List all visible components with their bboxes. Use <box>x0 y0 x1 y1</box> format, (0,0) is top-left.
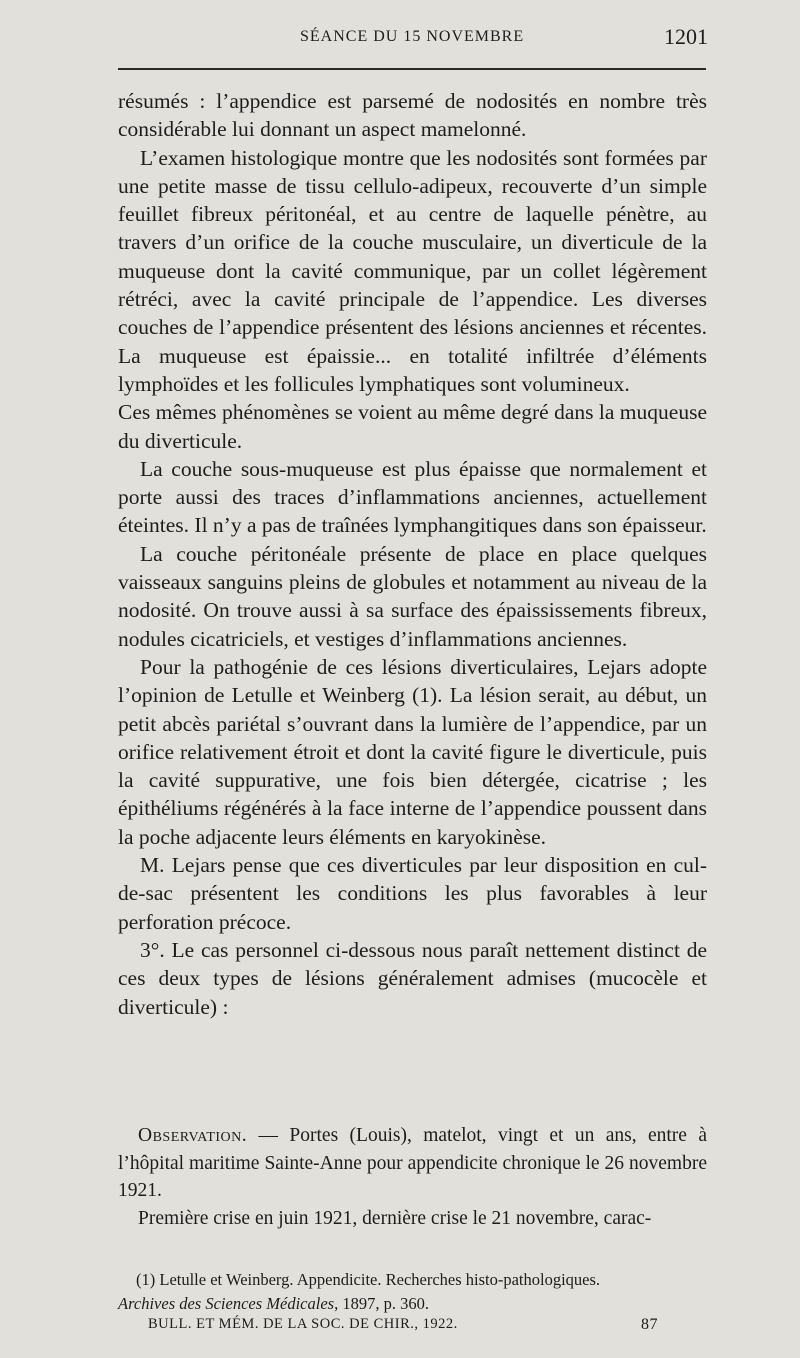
footnote-journal: Archives des Sciences Médicales, <box>118 1294 339 1313</box>
paragraph-7: M. Lejars pense que ces diverticules par leur disposition en cul-de-sac présentent les conditions les plus favorables à leur perforation précoce. <box>118 853 707 934</box>
footnote-line-1: (1) Letulle et Weinberg. Appendicite. Recherches histo-pathologiques. <box>136 1270 601 1289</box>
paragraph-8: 3°. Le cas personnel ci-dessous nous paraît nettement distinct de ces deux types de lésions généralement admises (mucocèle et diverticule) : <box>118 937 707 1019</box>
paragraph-5: La couche péritonéale présente de place en place quelques vaisseaux sanguins pleins de globules et notamment au niveau de la nodosité. On trouve aussi à sa surface des épaississements fibreux, nodules cicatriciels, et vestiges d’inflammations anciennes. <box>118 541 707 651</box>
page-footer <box>148 1316 658 1340</box>
paragraph-3: Ces mêmes phénomènes se voient au même degré dans la muqueuse du diverticule. <box>118 400 707 453</box>
paragraph-6: Pour la pathogénie de ces lésions diverticulaires, Lejars adopte l’opinion de Letulle et Weinberg (1). La lésion serait, au début, un petit abcès pariétal s’ouvrant dans la lumière de l’appendice, par un orifice relativement étroit et dont la cavité figure le diverticule, puis la cavité suppurative, une fois bien détergée, cicatrise ; les épithéliums régénérés à la face interne de l’appendice poussent dans la poche adjacente leurs éléments en karyokinèse. <box>118 654 707 849</box>
paragraph-2: L’examen histologique montre que les nodosités sont formées par une petite masse de tissu cellulo-adipeux, recouverte d’un simple feuillet fibreux péritonéal, et au centre de laquelle pénètre, au travers d’un orifice de la couche musculaire, un diverticule de la muqueuse dont la cavité communique, par un collet légèrement rétréci, avec la cavité principale de l’appendice. Les diverses couches de l’appendice présentent des lésions anciennes et récentes. La muqueuse est épaissie... en totalité infiltrée d’éléments lymphoïdes et les follicules lymphatiques sont volumineux. <box>118 145 707 396</box>
footer-signature: 87 <box>641 1316 658 1333</box>
footnote-line-2 <box>118 1292 707 1316</box>
header-rule <box>118 68 706 70</box>
paragraph-1: résumés : l’appendice est parsemé de nodosités en nombre très considérable lui donnant un aspect mamelonné. <box>118 89 707 142</box>
paragraph-4: La couche sous-muqueuse est plus épaisse que normalement et porte aussi des traces d’inflammations anciennes, actuellement éteintes. Il n’y a pas de traînées lymphangitiques dans son épaisseur. <box>118 456 707 538</box>
running-head <box>118 24 708 54</box>
page-number: 1201 <box>664 24 708 49</box>
observation-heading: Observation. <box>138 1125 248 1146</box>
observation-text: — Portes (Louis), matelot, vingt et un ans, entre à l’hôpital maritime Sainte-Anne pour appendicite chronique le 26 novembre 1921. <box>118 1125 707 1202</box>
observation-block <box>118 1122 707 1232</box>
footnote <box>118 1268 707 1316</box>
observation-paragraph <box>118 1122 707 1205</box>
footnote-citation: 1897, p. 360. <box>338 1294 429 1313</box>
footer-journal: BULL. ET MÉM. DE LA SOC. DE CHIR., 1922. <box>148 1316 458 1332</box>
observation-paragraph-2: Première crise en juin 1921, dernière crise le 21 novembre, carac- <box>138 1207 652 1229</box>
running-title: SÉANCE DU 15 NOVEMBRE <box>300 28 525 45</box>
body-text <box>118 87 707 1021</box>
